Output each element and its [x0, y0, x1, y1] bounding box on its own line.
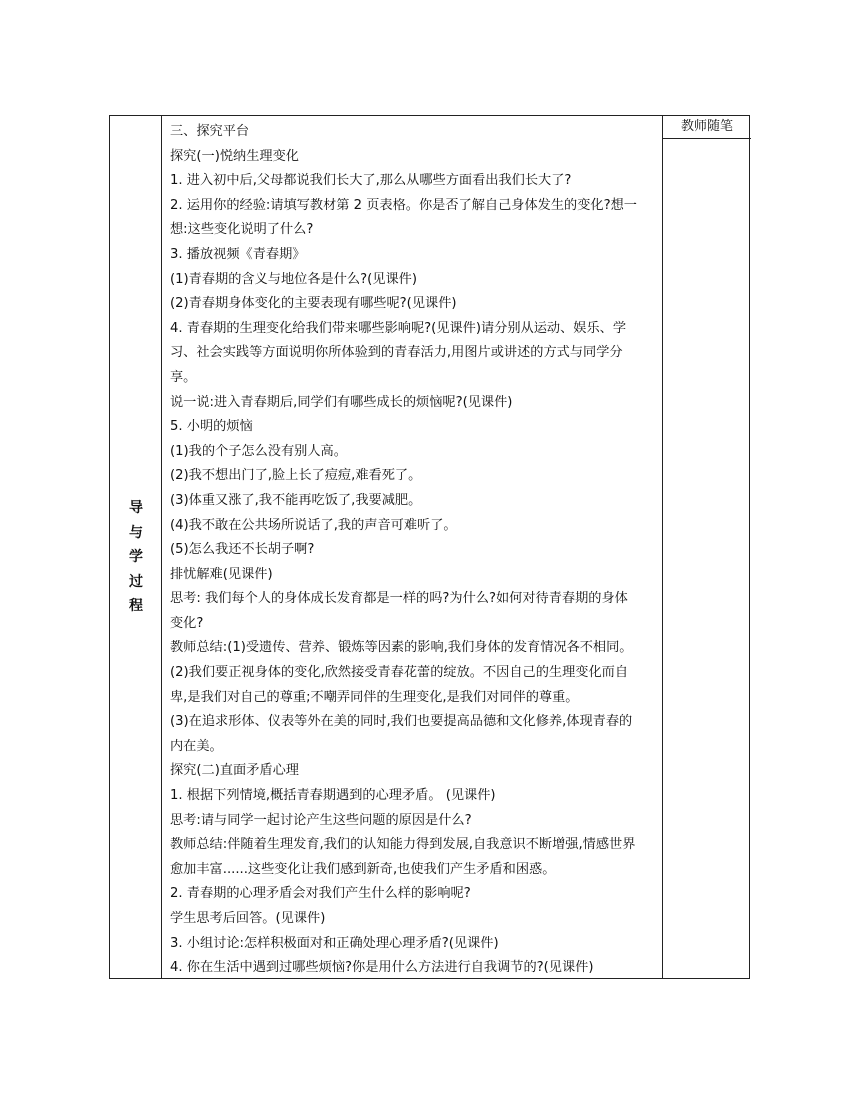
content-line: (5)怎么我还不长胡子啊? — [170, 542, 315, 558]
teacher-notes-header: 教师随笔 — [662, 116, 751, 139]
section-label-vertical — [110, 496, 162, 619]
lesson-content — [170, 120, 656, 981]
content-line: 习、社会实践等方面说明你所体验到的青春活力,用图片或讲述的方式与同学分 — [170, 345, 623, 361]
left-label-column — [110, 116, 162, 978]
content-line: (2)青春期身体变化的主要表现有哪些呢?(见课件) — [170, 296, 457, 312]
content-line: 1. 进入初中后,父母都说我们长大了,那么从哪些方面看出我们长大了? — [170, 173, 572, 189]
content-line: 3. 小组讨论:怎样积极面对和正确处理心理矛盾?(见课件) — [170, 935, 499, 951]
content-line: 2. 运用你的经验:请填写教材第 2 页表格。你是否了解自己身体发生的变化?想一 — [170, 197, 637, 213]
content-line: 三、探究平台 — [170, 124, 250, 139]
vertical-label-char: 学 — [129, 549, 143, 565]
content-line: (2)我们要正视身体的变化,欣然接受青春花蕾的绽放。不因自己的生理变化而自 — [170, 665, 629, 681]
content-line: (2)我不想出门了,脸上长了痘痘,难看死了。 — [170, 468, 422, 484]
content-line: 内在美。 — [170, 738, 223, 754]
content-line: 想:这些变化说明了什么? — [170, 222, 314, 238]
content-line: 1. 根据下列情境,概括青春期遇到的心理矛盾。 (见课件) — [170, 788, 496, 804]
content-line: 卑,是我们对自己的尊重;不嘲弄同伴的生理变化,是我们对同伴的尊重。 — [170, 689, 579, 705]
content-line: 思考: 我们每个人的身体成长发育都是一样的吗?为什么?如何对待青春期的身体 — [170, 591, 628, 607]
content-line: 3. 播放视频《青春期》 — [170, 246, 306, 262]
content-line: 探究(二)直面矛盾心理 — [170, 763, 299, 779]
content-line: (1)我的个子怎么没有别人高。 — [170, 443, 347, 459]
content-line: 思考:请与同学一起讨论产生这些问题的原因是什么? — [170, 812, 472, 828]
content-line: 愈加丰富......这些变化让我们感到新奇,也使我们产生矛盾和困惑。 — [170, 861, 556, 877]
content-line: 享。 — [170, 369, 197, 385]
content-line: 说一说:进入青春期后,同学们有哪些成长的烦恼呢?(见课件) — [170, 394, 513, 410]
content-line: 2. 青春期的心理矛盾会对我们产生什么样的影响呢? — [170, 886, 471, 902]
content-line: 学生思考后回答。(见课件) — [170, 911, 326, 926]
teacher-notes-area — [662, 139, 751, 978]
vertical-label-char: 程 — [129, 598, 143, 614]
content-line: (3)在追求形体、仪表等外在美的同时,我们也要提高品德和文化修养,体现青春的 — [170, 714, 633, 730]
content-line: (1)青春期的含义与地位各是什么?(见课件) — [170, 271, 417, 287]
vertical-label-char: 导 — [129, 500, 143, 516]
content-line: (4)我不敢在公共场所说话了,我的声音可难听了。 — [170, 517, 457, 533]
content-line: 排忧解难(见课件) — [170, 566, 273, 582]
content-line: 教师总结:(1)受遗传、营养、锻炼等因素的影响,我们身体的发育情况各不相同。 — [170, 640, 633, 656]
vertical-label-char: 与 — [129, 524, 143, 541]
content-line: 变化? — [170, 615, 204, 631]
content-line: 教师总结:伴随着生理发育,我们的认知能力得到发展,自我意识不断增强,情感世界 — [170, 837, 636, 853]
content-line: 探究(一)悦纳生理变化 — [170, 148, 299, 164]
content-line: (3)体重又涨了,我不能再吃饭了,我要减肥。 — [170, 492, 422, 508]
lesson-table — [109, 115, 750, 979]
content-line: 5. 小明的烦恼 — [170, 419, 253, 435]
content-line: 4. 你在生活中遇到过哪些烦恼?你是用什么方法进行自我调节的?(见课件) — [170, 960, 594, 976]
vertical-label-char: 过 — [129, 573, 143, 590]
content-line: 4. 青春期的生理变化给我们带来哪些影响呢?(见课件)请分别从运动、娱乐、学 — [170, 320, 627, 336]
